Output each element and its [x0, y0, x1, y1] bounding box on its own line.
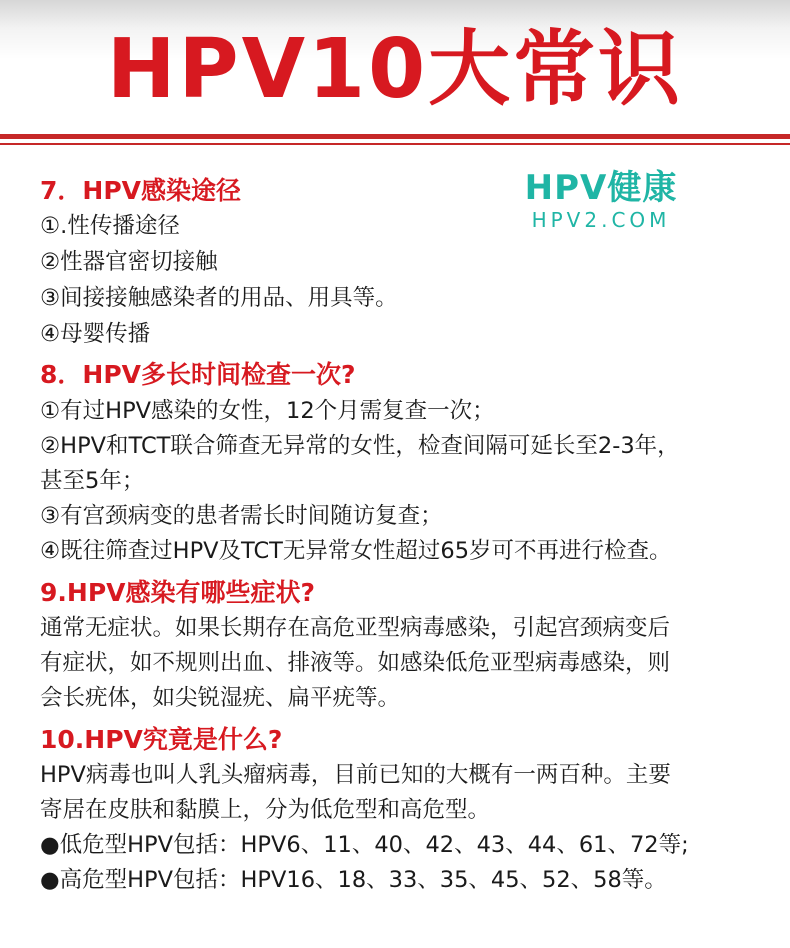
page-title: HPV10大常识: [106, 22, 684, 117]
divider-thin: [0, 143, 790, 145]
section-8-line: ②HPV和TCT联合筛查无异常的女性，检查间隔可延长至2-3年，: [40, 433, 680, 459]
section-9-line: 通常无症状。如果长期存在高危亚型病毒感染，引起宫颈病变后: [40, 615, 671, 641]
section-10-line: ●低危型HPV包括：HPV6、11、40、42、43、44、61、72等;: [40, 832, 689, 858]
section-9-line: 会长疣体，如尖锐湿疣、扁平疣等。: [40, 685, 401, 711]
section-7-line: ①.性传播途径: [40, 213, 180, 239]
section-7-line: ②性器官密切接触: [40, 249, 218, 275]
section-9-heading: 9.HPV感染有哪些症状?: [40, 578, 315, 607]
section-8-line: 甚至5年；: [40, 468, 145, 494]
divider-thick: [0, 134, 790, 139]
section-10-line: 寄居在皮肤和黏膜上，分为低危型和高危型。: [40, 797, 491, 823]
section-7-heading: 7．HPV感染途径: [40, 176, 241, 205]
section-10-heading: 10.HPV究竟是什么?: [40, 725, 283, 754]
section-7-line: ④母婴传播: [40, 321, 151, 347]
section-9-line: 有症状，如不规则出血、排液等。如感染低危亚型病毒感染，则: [40, 650, 671, 676]
watermark-logo: [506, 168, 696, 232]
section-10-line: ●高危型HPV包括：HPV16、18、33、35、45、52、58等。: [40, 867, 667, 893]
section-8-heading: 8．HPV多长时间检查一次?: [40, 360, 356, 389]
watermark-url: HPV2.COM: [531, 208, 671, 232]
section-8-line: ①有过HPV感染的女性，12个月需复查一次；: [40, 398, 495, 424]
section-8-line: ③有宫颈病变的患者需长时间随访复查；: [40, 503, 443, 529]
section-8-line: ④既往筛查过HPV及TCT无异常女性超过65岁可不再进行检查。: [40, 538, 672, 564]
section-7-line: ③间接接触感染者的用品、用具等。: [40, 285, 398, 311]
section-10-line: HPV病毒也叫人乳头瘤病毒，目前已知的大概有一两百种。主要: [40, 762, 671, 788]
watermark-brand: HPV健康: [524, 168, 678, 208]
